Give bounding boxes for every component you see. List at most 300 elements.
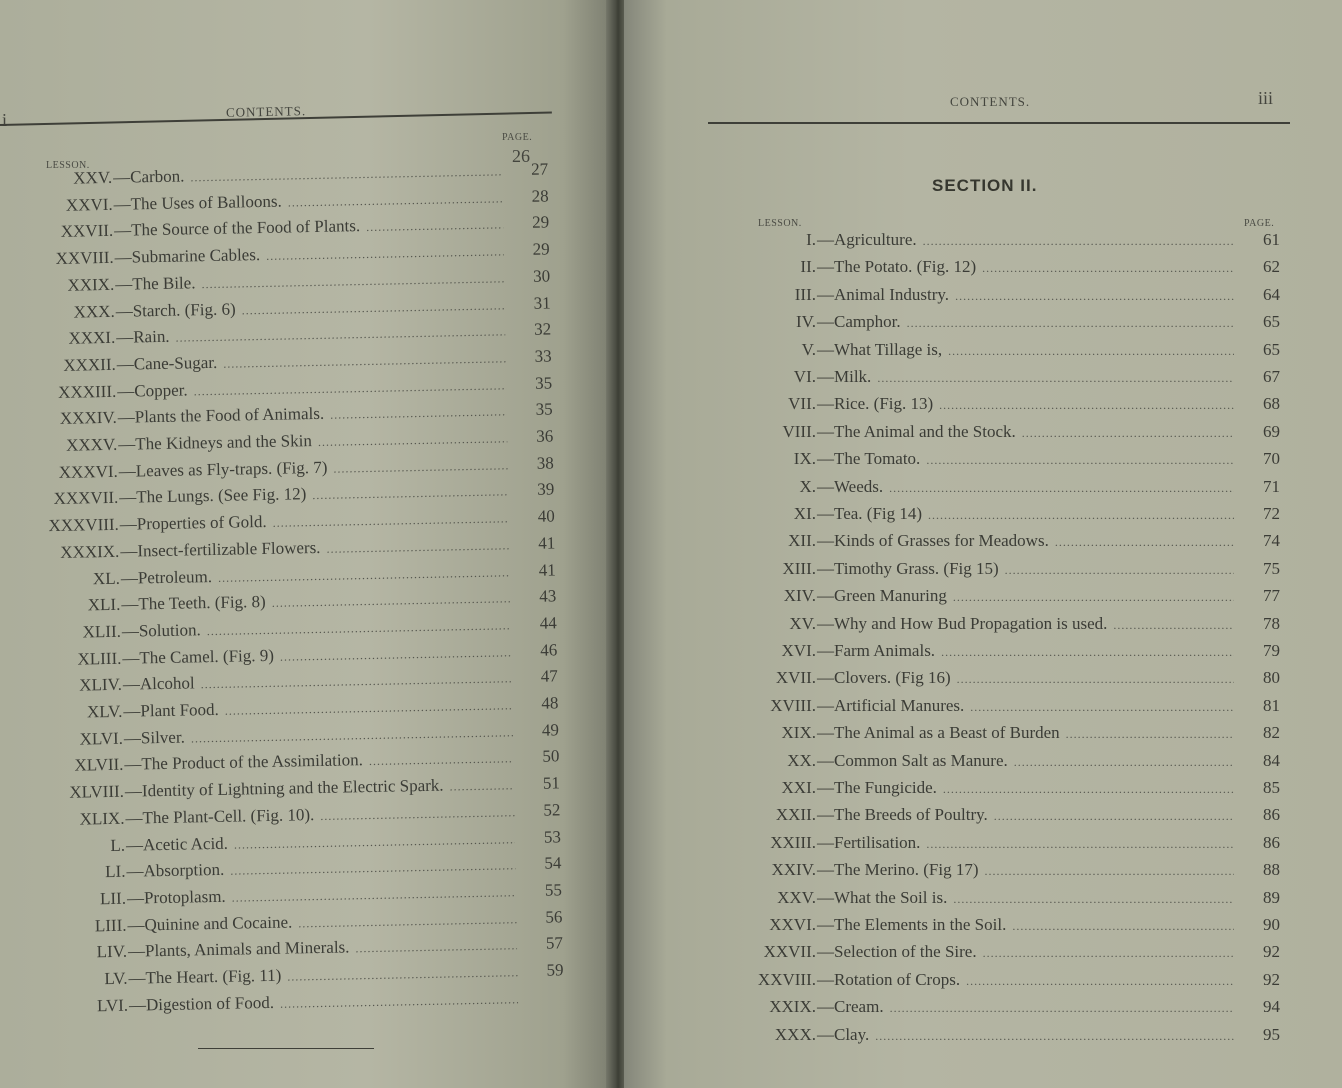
dot-leader bbox=[369, 752, 514, 770]
dot-leader bbox=[190, 164, 502, 185]
dot-leader bbox=[1012, 919, 1234, 934]
dot-leader bbox=[273, 511, 509, 531]
lesson-page-number: 39 bbox=[537, 479, 555, 500]
toc-entry bbox=[15, 960, 563, 991]
lesson-title: —The Fungicide. bbox=[817, 778, 937, 797]
lesson-number: XVII. bbox=[775, 668, 816, 688]
lesson-title: —Kinds of Grasses for Meadows. bbox=[817, 531, 1049, 551]
lesson-number: XXVIII. bbox=[757, 969, 816, 989]
dot-leader bbox=[280, 992, 518, 1012]
right-header-rule bbox=[708, 122, 1290, 124]
lesson-page-number: 56 bbox=[545, 906, 563, 927]
lesson-number: XXII. bbox=[775, 805, 816, 825]
lesson-title: —What the Soil is. bbox=[817, 887, 948, 907]
dot-leader bbox=[994, 809, 1234, 824]
lesson-page-number: 54 bbox=[544, 853, 562, 873]
dot-leader bbox=[939, 398, 1234, 413]
dot-leader bbox=[943, 782, 1234, 797]
toc-entry bbox=[6, 480, 554, 511]
dot-leader bbox=[923, 234, 1234, 249]
toc-entry bbox=[12, 800, 560, 831]
left-folio: i bbox=[2, 110, 8, 130]
toc-entry bbox=[626, 997, 1280, 1017]
lesson-title: —Rain. bbox=[116, 326, 170, 347]
dot-leader bbox=[218, 565, 510, 586]
lesson-number: XXXVII. bbox=[53, 488, 119, 509]
lesson-page-number: 52 bbox=[543, 800, 561, 820]
lesson-page-number: 86 bbox=[1263, 832, 1280, 852]
lesson-number: II. bbox=[800, 257, 816, 277]
lesson-page-number: 69 bbox=[1263, 421, 1280, 441]
lesson-title: —Solution. bbox=[121, 620, 201, 641]
toc-entry bbox=[11, 747, 559, 778]
lesson-number: XXIV. bbox=[771, 860, 816, 880]
lesson-page-number: 41 bbox=[538, 559, 556, 580]
toc-entry bbox=[626, 586, 1280, 606]
lesson-title: —The Heart. (Fig. 11) bbox=[128, 965, 282, 988]
lesson-page-number: 36 bbox=[536, 426, 554, 446]
lesson-title: —Tea. (Fig 14) bbox=[817, 504, 923, 523]
lesson-number: XL. bbox=[92, 568, 121, 588]
toc-entry bbox=[626, 504, 1280, 524]
lesson-title: —Fertilisation. bbox=[817, 832, 921, 852]
lesson-page-number: 28 bbox=[531, 186, 549, 206]
toc-entry bbox=[626, 394, 1280, 414]
dot-leader bbox=[1014, 755, 1234, 770]
lesson-title: —Selection of the Sire. bbox=[817, 942, 977, 962]
dot-leader bbox=[232, 885, 517, 905]
dot-leader bbox=[266, 244, 504, 264]
lesson-number: XXXI. bbox=[68, 328, 116, 348]
lesson-page-number: 35 bbox=[535, 373, 553, 393]
lesson-title: —Plants the Food of Animals. bbox=[117, 404, 325, 428]
dot-leader bbox=[280, 645, 512, 664]
toc-entry bbox=[5, 426, 553, 457]
toc-entry bbox=[3, 293, 551, 324]
lesson-number: LVI. bbox=[96, 995, 129, 1015]
lesson-number: VIII. bbox=[782, 421, 816, 441]
lesson-number: XLIV. bbox=[79, 675, 123, 695]
toc-entry bbox=[7, 507, 555, 538]
lesson-title: —Alcohol bbox=[122, 673, 195, 695]
toc-entry bbox=[14, 880, 562, 911]
lesson-page-number: 77 bbox=[1263, 586, 1280, 606]
toc-entry bbox=[626, 723, 1280, 743]
lesson-title: —The Tomato. bbox=[817, 449, 921, 469]
lesson-number: XXXV. bbox=[65, 434, 118, 455]
toc-entry bbox=[2, 240, 550, 271]
toc-entry bbox=[626, 559, 1280, 579]
dot-leader bbox=[449, 778, 514, 794]
toc-entry bbox=[16, 987, 564, 1018]
lesson-number: XVIII. bbox=[770, 695, 816, 715]
lesson-page-number: 92 bbox=[1263, 969, 1280, 989]
lesson-number: XII. bbox=[788, 531, 816, 551]
toc-entry bbox=[626, 805, 1280, 825]
lesson-page-number: 41 bbox=[538, 533, 556, 553]
lesson-number: XXV. bbox=[73, 167, 113, 188]
right-lesson-label: LESSON. bbox=[758, 218, 802, 229]
toc-entry bbox=[626, 641, 1280, 661]
lesson-title: —Plant Food. bbox=[123, 699, 219, 721]
lesson-page-number: 68 bbox=[1263, 394, 1280, 414]
lesson-title: —The Animal and the Stock. bbox=[817, 421, 1016, 441]
lesson-page-number: 40 bbox=[537, 506, 555, 526]
toc-entry bbox=[626, 888, 1280, 908]
dot-leader bbox=[330, 405, 507, 423]
lesson-page-number: 90 bbox=[1263, 915, 1280, 934]
lesson-page-number: 84 bbox=[1263, 750, 1280, 770]
lesson-number: LI. bbox=[105, 861, 126, 882]
lesson-page-number: 80 bbox=[1263, 668, 1280, 688]
lesson-number: LV. bbox=[104, 968, 128, 989]
dot-leader bbox=[355, 939, 517, 957]
toc-entry bbox=[9, 613, 557, 644]
dot-leader bbox=[191, 725, 513, 746]
lesson-number: XXI. bbox=[781, 778, 816, 797]
dot-leader bbox=[948, 344, 1234, 359]
lesson-number: LIV. bbox=[96, 942, 128, 962]
lesson-number: XXXII. bbox=[63, 354, 116, 375]
lesson-number: XLIII. bbox=[77, 648, 122, 669]
dot-leader bbox=[1055, 535, 1234, 550]
lesson-number: XXV. bbox=[777, 887, 816, 907]
lesson-page-number: 47 bbox=[540, 666, 559, 687]
left-page-label: PAGE. bbox=[502, 132, 533, 143]
lesson-number: L. bbox=[110, 835, 126, 855]
lesson-title: —The Animal as a Beast of Burden bbox=[817, 723, 1060, 743]
toc-entry bbox=[14, 907, 562, 938]
dot-leader bbox=[941, 645, 1234, 660]
dot-leader bbox=[890, 1001, 1234, 1016]
lesson-number: IV. bbox=[796, 312, 816, 332]
dot-leader bbox=[877, 371, 1234, 386]
dot-leader bbox=[957, 672, 1234, 687]
lesson-number: XXXIX. bbox=[60, 541, 120, 562]
lesson-page-number: 64 bbox=[1263, 284, 1280, 304]
lesson-page-number: 94 bbox=[1263, 997, 1280, 1017]
lesson-number: XLII. bbox=[82, 621, 122, 642]
left-page bbox=[0, 0, 612, 1088]
toc-entry bbox=[1, 186, 549, 217]
dot-leader bbox=[288, 191, 503, 210]
lesson-page-number: 49 bbox=[541, 720, 560, 740]
lesson-page-number: 55 bbox=[544, 880, 563, 900]
lesson-number: XIV. bbox=[783, 586, 816, 606]
toc-entry bbox=[626, 970, 1280, 990]
lesson-page-number: 78 bbox=[1263, 613, 1280, 633]
left-running-head: CONTENTS. bbox=[225, 103, 307, 120]
dot-leader bbox=[1113, 618, 1234, 633]
lesson-number: VI. bbox=[793, 367, 816, 386]
dot-leader bbox=[287, 965, 517, 984]
lesson-number: XXVI. bbox=[65, 194, 113, 215]
lesson-number: XI. bbox=[793, 504, 816, 523]
toc-entry bbox=[626, 422, 1280, 442]
lesson-title: —Quinine and Cocaine. bbox=[127, 912, 293, 935]
toc-entry bbox=[9, 640, 557, 671]
lesson-title: —Clay. bbox=[817, 1024, 870, 1044]
lesson-title: —Acetic Acid. bbox=[125, 833, 229, 855]
toc-entry bbox=[1, 213, 549, 244]
dot-leader bbox=[955, 289, 1234, 304]
lesson-page-number bbox=[524, 1002, 564, 1003]
lesson-number: XLV. bbox=[86, 701, 123, 722]
toc-entry bbox=[626, 367, 1280, 387]
lesson-number: XVI. bbox=[781, 641, 816, 660]
right-running-head: CONTENTS. bbox=[950, 94, 1031, 109]
lesson-title: —Common Salt as Manure. bbox=[817, 750, 1008, 770]
toc-entry bbox=[13, 854, 561, 885]
lesson-page-number: 82 bbox=[1263, 723, 1280, 743]
lesson-page-number: 32 bbox=[533, 319, 552, 339]
lesson-number: XXXVI. bbox=[58, 461, 118, 482]
lesson-title: —The Source of the Food of Plants. bbox=[114, 216, 361, 241]
lesson-page-number: 85 bbox=[1263, 778, 1280, 797]
lesson-number: XLI. bbox=[87, 594, 121, 615]
lesson-number: XXIX. bbox=[769, 997, 816, 1017]
lesson-page-number: 57 bbox=[545, 933, 564, 953]
dot-leader bbox=[983, 946, 1234, 961]
lesson-page-number: 92 bbox=[1263, 942, 1280, 962]
toc-entry bbox=[5, 400, 553, 431]
lesson-title: —Cane-Sugar. bbox=[116, 352, 218, 374]
left-lesson-label: LESSON. bbox=[46, 160, 90, 171]
lesson-title: —Weeds. bbox=[817, 476, 884, 496]
right-folio: iii bbox=[1258, 88, 1274, 108]
toc-entry bbox=[10, 693, 558, 724]
lesson-number: XXIX. bbox=[67, 274, 115, 295]
lesson-title: —Identity of Lightning and the Electric Spark. bbox=[124, 775, 444, 801]
lesson-page-number: 79 bbox=[1263, 641, 1280, 660]
dot-leader bbox=[333, 458, 508, 476]
lesson-title: —Leaves as Fly-traps. (Fig. 7) bbox=[118, 457, 328, 481]
dot-leader bbox=[366, 218, 503, 236]
toc-entry bbox=[6, 453, 554, 484]
dot-leader bbox=[201, 271, 504, 292]
right-page-label: PAGE. bbox=[1244, 218, 1275, 229]
lesson-title: —The Plant-Cell. (Fig. 10). bbox=[125, 804, 315, 828]
lesson-page-number: 43 bbox=[539, 586, 557, 606]
lesson-page-number: 81 bbox=[1263, 695, 1280, 715]
lesson-title: —Green Manuring bbox=[817, 586, 947, 606]
dot-leader bbox=[175, 325, 505, 346]
lesson-page-number: 95 bbox=[1263, 1024, 1280, 1044]
dot-leader bbox=[298, 912, 516, 931]
lesson-title: —The Breeds of Poultry. bbox=[817, 805, 988, 825]
lesson-number: XLVI. bbox=[79, 728, 124, 749]
lesson-title: —Animal Industry. bbox=[817, 284, 950, 304]
toc-entry bbox=[626, 614, 1280, 634]
lesson-number: XLVIII. bbox=[69, 781, 125, 802]
lesson-page-number: 46 bbox=[540, 639, 558, 660]
dot-leader bbox=[953, 590, 1234, 605]
lesson-number: X. bbox=[799, 476, 816, 496]
lesson-title: —Insect-fertilizable Flowers. bbox=[120, 537, 321, 561]
dot-leader bbox=[272, 591, 511, 611]
lesson-number: XXVIII. bbox=[55, 247, 114, 269]
lesson-page-number: 65 bbox=[1263, 339, 1280, 359]
lesson-title: —Agriculture. bbox=[817, 230, 917, 249]
toc-entry bbox=[626, 942, 1280, 962]
lesson-page-number: 62 bbox=[1263, 257, 1280, 277]
lesson-title: —Rotation of Crops. bbox=[817, 969, 961, 989]
toc-entry bbox=[3, 320, 551, 351]
toc-entry bbox=[626, 340, 1280, 360]
toc-entry bbox=[4, 346, 552, 377]
dot-leader bbox=[928, 508, 1234, 523]
lesson-number: XXVII. bbox=[763, 942, 816, 962]
lesson-page-number: 75 bbox=[1263, 558, 1280, 578]
lesson-title: —Protoplasm. bbox=[126, 886, 226, 908]
lesson-number: XXX. bbox=[73, 301, 115, 322]
lesson-page-number: 50 bbox=[542, 746, 560, 767]
lesson-number: LII. bbox=[99, 888, 127, 909]
lesson-title: —Petroleum. bbox=[120, 566, 213, 588]
dot-leader bbox=[953, 892, 1234, 907]
lesson-number: V. bbox=[801, 339, 816, 359]
lesson-title: —The Merino. (Fig 17) bbox=[817, 860, 979, 880]
toc-entry bbox=[7, 533, 555, 564]
lesson-title: —The Teeth. (Fig. 8) bbox=[121, 592, 266, 614]
dot-leader bbox=[234, 832, 515, 852]
lesson-number: XX. bbox=[787, 750, 816, 770]
lesson-page-number: 33 bbox=[534, 346, 552, 366]
lesson-page-number: 74 bbox=[1263, 531, 1280, 551]
lesson-page-number: 61 bbox=[1263, 230, 1280, 249]
toc-entry bbox=[12, 773, 560, 804]
lesson-title: —Submarine Cables. bbox=[114, 245, 261, 267]
dot-leader bbox=[223, 351, 506, 371]
lesson-number: VII. bbox=[788, 394, 816, 414]
toc-entry bbox=[10, 667, 558, 698]
dot-leader bbox=[889, 481, 1234, 496]
lesson-title: —Absorption. bbox=[126, 860, 225, 881]
lesson-page-number: 29 bbox=[532, 239, 550, 259]
lesson-title: —Carbon. bbox=[112, 166, 185, 187]
left-bottom-rule bbox=[198, 1048, 374, 1049]
lesson-number: XLIX. bbox=[79, 808, 125, 829]
left-first-page: 26 bbox=[512, 146, 530, 166]
toc-entry bbox=[626, 668, 1280, 688]
lesson-title: —The Kidneys and the Skin bbox=[118, 431, 313, 454]
dot-leader bbox=[875, 1029, 1234, 1044]
dot-leader bbox=[320, 805, 514, 824]
lesson-number: LIII. bbox=[94, 915, 127, 935]
toc-entry bbox=[626, 449, 1280, 469]
lesson-page-number: 86 bbox=[1263, 805, 1280, 825]
dot-leader bbox=[970, 700, 1234, 715]
lesson-number: XXXIII. bbox=[58, 381, 117, 402]
lesson-title: —The Product of the Assimilation. bbox=[124, 750, 364, 775]
lesson-page-number: 48 bbox=[541, 693, 559, 713]
lesson-title: —Clovers. (Fig 16) bbox=[817, 668, 951, 688]
lesson-title: —Milk. bbox=[817, 367, 872, 386]
toc-entry bbox=[626, 751, 1280, 771]
lesson-page-number: 72 bbox=[1263, 504, 1280, 523]
dot-leader bbox=[926, 837, 1234, 852]
lesson-page-number: 70 bbox=[1263, 449, 1280, 469]
lesson-title: —Camphor. bbox=[817, 312, 901, 332]
dot-leader bbox=[907, 316, 1234, 331]
dot-leader bbox=[982, 261, 1234, 276]
dot-leader bbox=[318, 431, 508, 450]
dot-leader bbox=[984, 864, 1234, 879]
lesson-number: XIX. bbox=[781, 723, 816, 743]
toc-entry bbox=[8, 560, 556, 591]
lesson-title: —Cream. bbox=[817, 997, 884, 1017]
lesson-title: —Properties of Gold. bbox=[119, 512, 267, 534]
lesson-page-number: 35 bbox=[535, 399, 553, 420]
toc-entry bbox=[4, 373, 552, 404]
lesson-page-number: 30 bbox=[532, 266, 551, 286]
toc-entry bbox=[15, 934, 563, 965]
toc-entry bbox=[626, 285, 1280, 305]
lesson-page-number: 65 bbox=[1263, 312, 1280, 332]
dot-leader bbox=[201, 672, 512, 693]
lesson-title: —What Tillage is, bbox=[817, 339, 943, 359]
lesson-number: XXIII. bbox=[770, 832, 816, 852]
toc-entry bbox=[2, 266, 550, 297]
lesson-title: —The Bile. bbox=[115, 273, 196, 294]
dot-leader bbox=[207, 618, 511, 639]
left-toc-list bbox=[0, 159, 565, 1049]
lesson-page-number: 29 bbox=[531, 212, 550, 233]
lesson-title: —Timothy Grass. (Fig 15) bbox=[817, 558, 999, 578]
lesson-number: XXX. bbox=[774, 1024, 816, 1044]
lesson-number: XXVI. bbox=[769, 915, 816, 934]
lesson-page-number: 44 bbox=[539, 613, 557, 633]
toc-entry bbox=[626, 477, 1280, 497]
lesson-page-number: 89 bbox=[1263, 887, 1280, 907]
lesson-number: XLVII. bbox=[74, 755, 124, 776]
dot-leader bbox=[326, 538, 509, 557]
lesson-title: —The Lungs. (See Fig. 12) bbox=[119, 484, 307, 508]
lesson-page-number: 71 bbox=[1263, 476, 1280, 496]
lesson-page-number: 59 bbox=[546, 960, 564, 980]
toc-entry bbox=[626, 860, 1280, 880]
toc-entry bbox=[626, 833, 1280, 853]
dot-leader bbox=[225, 698, 513, 719]
toc-entry bbox=[626, 778, 1280, 798]
lesson-number: I. bbox=[806, 230, 816, 249]
toc-entry bbox=[626, 915, 1280, 935]
dot-leader bbox=[926, 453, 1234, 468]
lesson-page-number: 51 bbox=[542, 773, 561, 793]
lesson-number: XXXVIII. bbox=[48, 514, 120, 536]
dot-leader bbox=[966, 974, 1234, 989]
section-title: SECTION II. bbox=[932, 176, 1038, 195]
lesson-page-number: 88 bbox=[1263, 860, 1280, 880]
lesson-title: —The Potato. (Fig. 12) bbox=[817, 257, 977, 277]
lesson-title: —Why and How Bud Propagation is used. bbox=[817, 613, 1108, 633]
dot-leader bbox=[194, 378, 507, 399]
lesson-number: IX. bbox=[793, 449, 816, 469]
lesson-title: —Farm Animals. bbox=[817, 641, 936, 660]
lesson-number: XXXIV. bbox=[59, 408, 117, 429]
dot-leader bbox=[1022, 426, 1234, 441]
lesson-title: —Starch. (Fig. 6) bbox=[115, 299, 236, 321]
dot-leader bbox=[312, 485, 508, 504]
lesson-title: —Silver. bbox=[123, 727, 186, 748]
lesson-page-number: 38 bbox=[536, 453, 554, 473]
right-toc-list bbox=[626, 230, 1280, 1060]
lesson-number: XV. bbox=[789, 613, 816, 633]
lesson-page-number: 53 bbox=[543, 826, 562, 847]
toc-entry bbox=[626, 230, 1280, 250]
lesson-title: —The Elements in the Soil. bbox=[817, 915, 1007, 934]
lesson-number: XIII. bbox=[782, 558, 816, 578]
